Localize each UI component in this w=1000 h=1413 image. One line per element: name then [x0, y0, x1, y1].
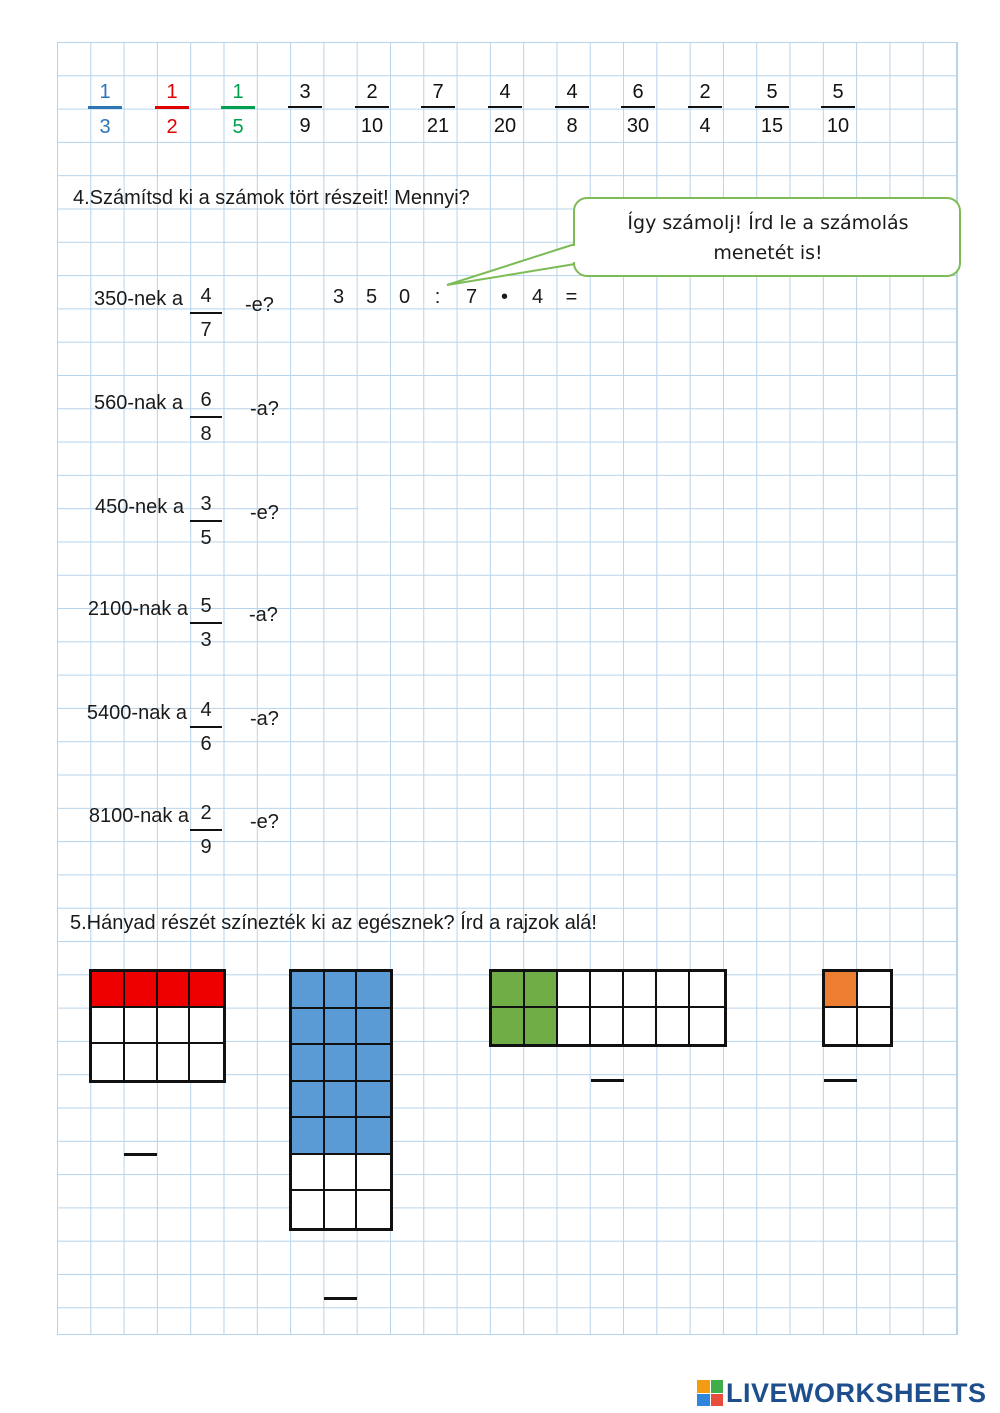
numerator: 4 — [499, 81, 511, 103]
answer-line-2[interactable] — [324, 1297, 357, 1300]
denominator: 5 — [232, 116, 244, 138]
denominator: 15 — [760, 115, 784, 137]
denominator: 10 — [360, 115, 384, 137]
shaded-cell — [292, 1045, 325, 1082]
fraction-bar — [190, 726, 222, 728]
bubble-line-1: Így számolj! Írd le a számolás — [627, 212, 909, 234]
numerator: 1 — [166, 81, 178, 103]
numerator: 3 — [299, 81, 311, 103]
fraction-bar — [190, 416, 222, 418]
empty-cell — [325, 1191, 358, 1228]
shaded-cell — [292, 1082, 325, 1119]
problem-fraction — [190, 698, 222, 756]
numerator: 6 — [200, 389, 212, 411]
denominator: 6 — [200, 733, 212, 755]
shaded-cell — [525, 1008, 558, 1044]
numerator: 4 — [200, 699, 212, 721]
empty-cell — [858, 1008, 891, 1044]
numerator: 3 — [200, 493, 212, 515]
empty-cell — [657, 1008, 690, 1044]
empty-cell — [690, 972, 723, 1008]
numerator: 7 — [432, 81, 444, 103]
shaded-cell — [525, 972, 558, 1008]
denominator: 10 — [826, 115, 850, 137]
shaded-cell — [92, 972, 125, 1008]
problem-label: 8100-nak a — [88, 805, 189, 827]
fraction-shape — [489, 969, 727, 1047]
fraction-bar — [190, 622, 222, 624]
example-token: • — [500, 286, 508, 308]
shaded-cell — [325, 1009, 358, 1046]
task5-heading: 5.Hányad részét színezték ki az egésznek? Írd a rajzok alá! — [70, 912, 597, 934]
example-token: 4 — [531, 286, 544, 308]
problem-fraction — [190, 801, 222, 859]
empty-cell — [357, 1155, 390, 1192]
problem-fraction — [190, 388, 222, 446]
denominator: 9 — [200, 836, 212, 858]
empty-cell — [158, 1044, 191, 1080]
denominator: 8 — [566, 115, 578, 137]
denominator: 3 — [200, 629, 212, 651]
denominator: 8 — [200, 423, 212, 445]
problem-label: 2100-nak a — [87, 598, 188, 620]
empty-cell — [558, 972, 591, 1008]
numerator: 4 — [566, 81, 578, 103]
fraction-shape — [822, 969, 893, 1047]
grid-gap-patch — [358, 490, 390, 524]
problem-suffix: -e? — [245, 294, 274, 316]
shaded-cell — [492, 972, 525, 1008]
problem-fraction — [190, 594, 222, 652]
empty-cell — [624, 1008, 657, 1044]
empty-cell — [125, 1008, 158, 1044]
problem-suffix: -a? — [250, 708, 279, 730]
fraction-shape — [89, 969, 226, 1083]
speech-bubble-tail-cover — [0, 0, 1000, 320]
denominator: 4 — [699, 115, 711, 137]
empty-cell — [190, 1044, 223, 1080]
empty-cell — [292, 1191, 325, 1228]
numerator: 2 — [366, 81, 378, 103]
fraction-bar — [190, 829, 222, 831]
fraction-bar — [190, 520, 222, 522]
shaded-cell — [357, 972, 390, 1009]
fraction-shape — [289, 969, 393, 1231]
empty-cell — [190, 1008, 223, 1044]
example-token: : — [434, 286, 441, 308]
logo-mark-icon — [697, 1380, 723, 1406]
empty-cell — [125, 1044, 158, 1080]
shaded-cell — [292, 1118, 325, 1155]
shaded-cell — [158, 972, 191, 1008]
example-token: 7 — [465, 286, 478, 308]
empty-cell — [292, 1155, 325, 1192]
empty-cell — [591, 972, 624, 1008]
shaded-cell — [325, 972, 358, 1009]
empty-cell — [357, 1191, 390, 1228]
problem-fraction — [190, 492, 222, 550]
empty-cell — [624, 972, 657, 1008]
empty-cell — [92, 1044, 125, 1080]
shaded-cell — [325, 1082, 358, 1119]
task4-heading: 4.Számítsd ki a számok tört részeit! Mennyi? — [73, 187, 470, 209]
shaded-cell — [325, 1045, 358, 1082]
problem-suffix: -a? — [249, 604, 278, 626]
numerator: 2 — [699, 81, 711, 103]
empty-cell — [92, 1008, 125, 1044]
numerator: 4 — [200, 285, 212, 307]
shaded-cell — [292, 1009, 325, 1046]
problem-label: 350-nek a — [94, 288, 183, 310]
denominator: 2 — [166, 116, 178, 138]
empty-cell — [657, 972, 690, 1008]
shaded-cell — [825, 972, 858, 1008]
example-token: 0 — [398, 286, 411, 308]
shaded-cell — [292, 972, 325, 1009]
numerator: 1 — [232, 81, 244, 103]
shaded-cell — [357, 1118, 390, 1155]
denominator: 7 — [200, 319, 212, 341]
numerator: 5 — [766, 81, 778, 103]
shaded-cell — [190, 972, 223, 1008]
denominator: 20 — [493, 115, 517, 137]
shaded-cell — [492, 1008, 525, 1044]
denominator: 30 — [626, 115, 650, 137]
problem-label: 560-nak a — [94, 392, 183, 414]
numerator: 1 — [99, 81, 111, 103]
shaded-cell — [325, 1118, 358, 1155]
fraction-bar — [190, 312, 222, 314]
denominator: 5 — [200, 527, 212, 549]
liveworksheets-logo — [697, 1378, 987, 1408]
answer-line-4[interactable] — [824, 1079, 857, 1082]
numerator: 5 — [832, 81, 844, 103]
problem-suffix: -e? — [250, 502, 279, 524]
example-token: 3 — [332, 286, 345, 308]
problem-suffix: -e? — [250, 811, 279, 833]
denominator: 9 — [299, 115, 311, 137]
problem-fraction — [190, 284, 222, 342]
empty-cell — [825, 1008, 858, 1044]
empty-cell — [158, 1008, 191, 1044]
speech-bubble-text — [578, 208, 958, 268]
example-token: 5 — [365, 286, 378, 308]
shaded-cell — [357, 1082, 390, 1119]
denominator: 3 — [99, 116, 111, 138]
numerator: 6 — [632, 81, 644, 103]
bubble-line-2: menetét is! — [713, 242, 823, 264]
denominator: 21 — [426, 115, 450, 137]
empty-cell — [858, 972, 891, 1008]
empty-cell — [690, 1008, 723, 1044]
shaded-cell — [357, 1045, 390, 1082]
problem-label: 5400-nak a — [86, 702, 187, 724]
answer-line-3[interactable] — [591, 1079, 624, 1082]
empty-cell — [325, 1155, 358, 1192]
empty-cell — [591, 1008, 624, 1044]
problem-suffix: -a? — [250, 398, 279, 420]
shaded-cell — [357, 1009, 390, 1046]
shaded-cell — [125, 972, 158, 1008]
empty-cell — [558, 1008, 591, 1044]
problem-label: 450-nek a — [95, 496, 184, 518]
brand-name: LIVEWORKSHEETS — [726, 1377, 987, 1408]
example-token: = — [565, 286, 578, 308]
numerator: 2 — [200, 802, 212, 824]
numerator: 5 — [200, 595, 212, 617]
answer-line-1[interactable] — [124, 1153, 157, 1156]
